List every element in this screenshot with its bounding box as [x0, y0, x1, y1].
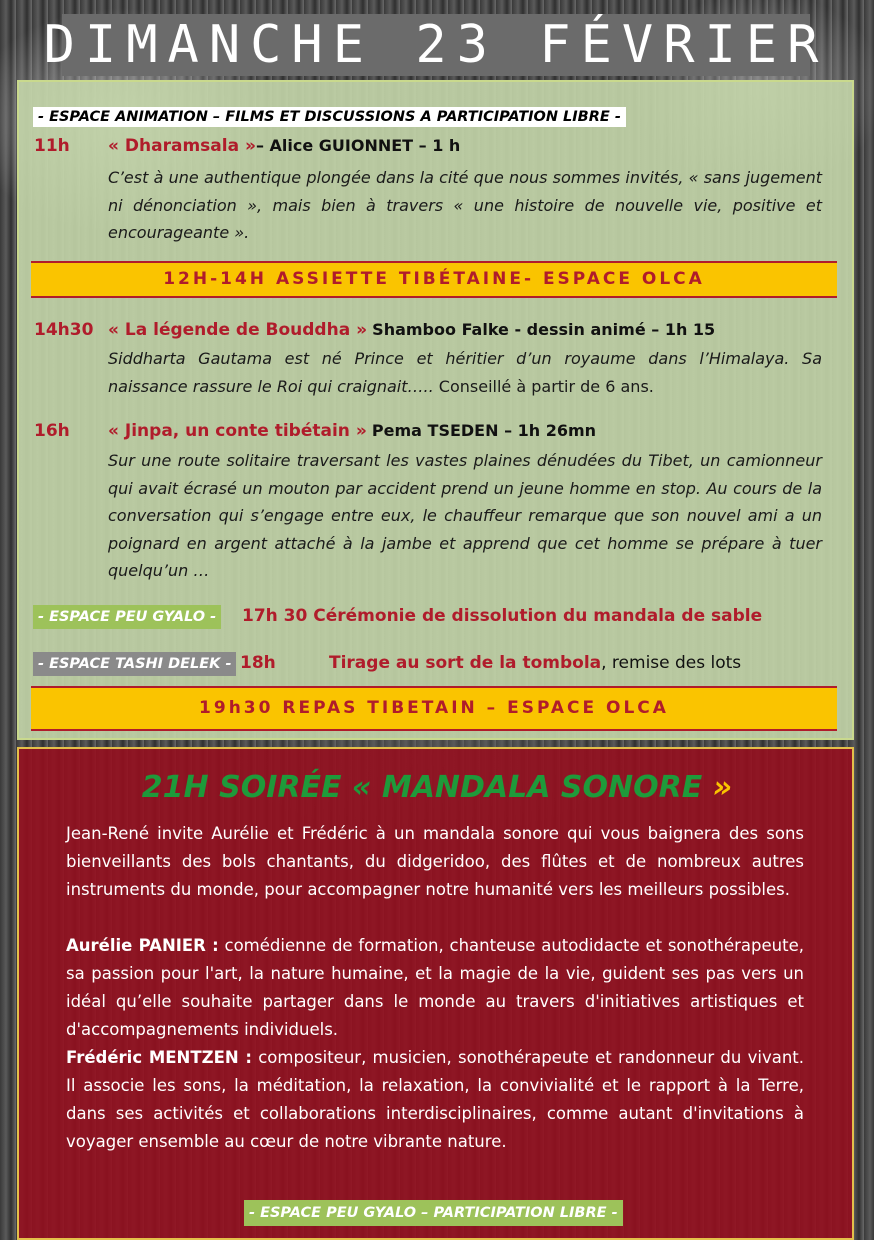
- film1-title: « Dharamsala »: [108, 136, 256, 156]
- film1-time: 11h: [34, 136, 70, 156]
- film3-credit: Pema TSEDEN – 1h 26mn: [371, 421, 597, 440]
- soiree-title: [0, 770, 874, 805]
- film3-time: 16h: [34, 421, 70, 441]
- film1-description: C’est à une authentique plongée dans la cité que nous sommes invités, « sans jugement ni dénonciation », mais bien à travers « une histoire de nouvelle vie, positive et encourageante ».: [108, 168, 822, 242]
- film2-description: [108, 345, 822, 400]
- artist1-name: Aurélie PANIER :: [66, 936, 219, 955]
- film2-desc-italic: Siddharta Gautama est né Prince et héritier d’un royaume dans l’Himalaya. Sa naissance rassure le Roi qui craignait…..: [108, 349, 822, 396]
- artist1-text: comédienne de formation, chanteuse autodidacte et sonothérapeute, sa passion pour l'art, la nature humaine, et la magie de la vie, guident ses pas vers un idéal qu’elle souhaite partager dans le monde au travers d'initiatives artistiques et d'accompagnements individuels.: [66, 936, 804, 1039]
- espace-animation-tag: - ESPACE ANIMATION – FILMS ET DISCUSSIONS A PARTICIPATION LIBRE -: [33, 107, 626, 127]
- soiree-intro: Jean-René invite Aurélie et Frédéric à un mandala sonore qui vous baignera des sons bienveillants des bols chantants, du didgeridoo, des flûtes et de nombreux autres instruments du monde, pour accompagner notre humanité vers les meilleurs possibles.: [66, 824, 804, 899]
- film3-description: Sur une route solitaire traversant les vastes plaines dénudées du Tibet, un camionneur qui avait écrasé un mouton par accident prend un jeune homme en stop. Au cours de la conversation qui s’engage entre eux, le chauffeur remarque que son nouvel ami a un poignard en argent attaché à la jambe et apprend que cet homme se prépare à tuer quelqu’un …: [108, 451, 822, 580]
- film2-time: 14h30: [34, 320, 94, 340]
- film1-heading: [108, 136, 460, 156]
- lunch-band: 12H-14H ASSIETTE TIBÉTAINE- ESPACE OLCA: [31, 261, 837, 298]
- footer-espace-tag: - ESPACE PEU GYALO – PARTICIPATION LIBRE -: [244, 1200, 623, 1226]
- espace-tashi-delek-tag: - ESPACE TASHI DELEK -: [33, 652, 236, 676]
- artist1-bio: [66, 932, 804, 1044]
- soiree-title-text: 21H SOIRÉE « MANDALA SONORE: [141, 770, 703, 805]
- film3-title: « Jinpa, un conte tibétain »: [108, 421, 367, 441]
- film2-heading: [108, 320, 715, 340]
- tombola-text: Tirage au sort de la tombola: [329, 653, 602, 673]
- artist2-name: Frédéric MENTZEN :: [66, 1048, 252, 1067]
- film2-credit: Shamboo Falke - dessin animé – 1h 15: [372, 320, 716, 339]
- ceremony-text: 17h 30 Cérémonie de dissolution du mandala de sable: [242, 606, 763, 626]
- artist2-text: compositeur, musicien, sonothérapeute et randonneur du vivant. Il associe les sons, la méditation, la relaxation, la convivialité et le rapport à la Terre, dans ses activités et collaborations interdisciplinaires, comme autant d'invitations à voyager ensemble au cœur de notre vibrante nature.: [66, 1048, 804, 1151]
- tombola-time: 18h: [240, 653, 276, 673]
- espace-peu-gyalo-tag: - ESPACE PEU GYALO -: [33, 605, 221, 629]
- film3-heading: [108, 421, 596, 441]
- soiree-close-quote: »: [702, 770, 733, 805]
- film2-title: « La légende de Bouddha »: [108, 320, 368, 340]
- tombola-rest: , remise des lots: [601, 653, 742, 673]
- artist2-bio: [66, 1044, 804, 1156]
- film1-credit: – Alice GUIONNET – 1 h: [255, 136, 461, 155]
- film2-age-note: Conseillé à partir de 6 ans.: [433, 376, 654, 396]
- title-banner: [43, 14, 829, 76]
- tombola-line: [329, 653, 741, 673]
- page-title: DIMANCHE 23 FÉVRIER: [43, 15, 829, 75]
- dinner-band: 19h30 REPAS TIBETAIN – ESPACE OLCA: [31, 686, 837, 731]
